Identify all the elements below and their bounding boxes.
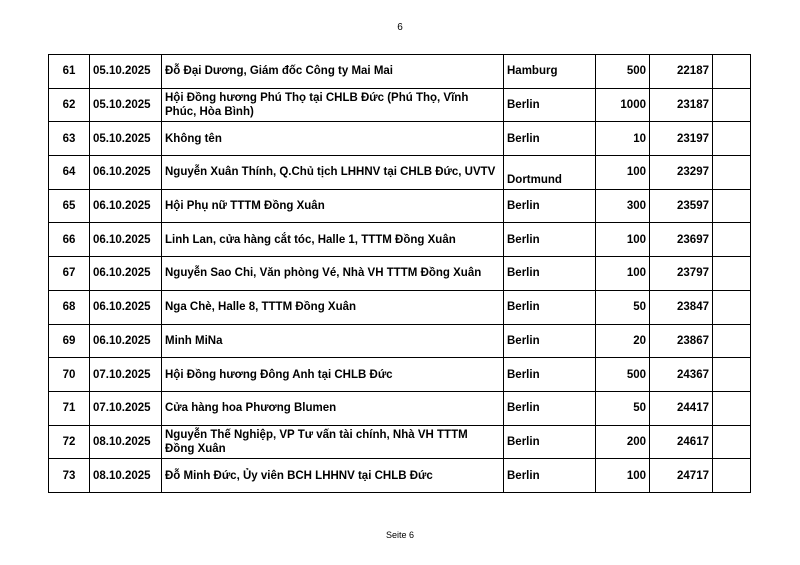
row-city: Berlin bbox=[504, 223, 596, 257]
row-number: 63 bbox=[49, 122, 90, 156]
row-date: 08.10.2025 bbox=[90, 459, 162, 493]
row-city: Berlin bbox=[504, 324, 596, 358]
row-empty-cell bbox=[713, 223, 751, 257]
table-row bbox=[49, 88, 751, 122]
row-date: 05.10.2025 bbox=[90, 122, 162, 156]
row-city: Berlin bbox=[504, 257, 596, 291]
row-number: 71 bbox=[49, 391, 90, 425]
row-empty-cell bbox=[713, 324, 751, 358]
row-empty-cell bbox=[713, 156, 751, 190]
row-running-total: 24717 bbox=[650, 459, 713, 493]
row-empty-cell bbox=[713, 257, 751, 291]
row-donor-name: Cửa hàng hoa Phương Blumen bbox=[162, 391, 504, 425]
row-empty-cell bbox=[713, 55, 751, 89]
row-amount: 10 bbox=[596, 122, 650, 156]
row-donor-name: Đỗ Minh Đức, Ủy viên BCH LHHNV tại CHLB Đức bbox=[162, 459, 504, 493]
row-city: Berlin bbox=[504, 358, 596, 392]
row-amount: 20 bbox=[596, 324, 650, 358]
row-city: Berlin bbox=[504, 425, 596, 459]
table-row bbox=[49, 55, 751, 89]
row-amount: 50 bbox=[596, 290, 650, 324]
row-number: 72 bbox=[49, 425, 90, 459]
row-date: 06.10.2025 bbox=[90, 324, 162, 358]
row-date: 07.10.2025 bbox=[90, 358, 162, 392]
row-donor-name: Hội Đồng hương Đông Anh tại CHLB Đức bbox=[162, 358, 504, 392]
page-footer: Seite 6 bbox=[385, 530, 415, 540]
row-empty-cell bbox=[713, 425, 751, 459]
donation-table bbox=[48, 54, 751, 493]
row-amount: 100 bbox=[596, 459, 650, 493]
row-date: 06.10.2025 bbox=[90, 156, 162, 190]
row-city: Dortmund bbox=[504, 156, 596, 190]
table-row bbox=[49, 358, 751, 392]
row-running-total: 23847 bbox=[650, 290, 713, 324]
row-amount: 1000 bbox=[596, 88, 650, 122]
row-city: Berlin bbox=[504, 459, 596, 493]
row-running-total: 23797 bbox=[650, 257, 713, 291]
row-number: 69 bbox=[49, 324, 90, 358]
row-city: Berlin bbox=[504, 391, 596, 425]
row-empty-cell bbox=[713, 459, 751, 493]
table-row bbox=[49, 391, 751, 425]
row-number: 73 bbox=[49, 459, 90, 493]
table-row bbox=[49, 459, 751, 493]
row-donor-name: Nguyễn Sao Chi, Văn phòng Vé, Nhà VH TTTM Đồng Xuân bbox=[162, 257, 504, 291]
row-city: Berlin bbox=[504, 290, 596, 324]
row-running-total: 23697 bbox=[650, 223, 713, 257]
row-running-total: 23867 bbox=[650, 324, 713, 358]
row-amount: 500 bbox=[596, 55, 650, 89]
row-donor-name: Nga Chè, Halle 8, TTTM Đồng Xuân bbox=[162, 290, 504, 324]
page-number: 6 bbox=[397, 22, 403, 33]
row-donor-name: Nguyễn Xuân Thính, Q.Chủ tịch LHHNV tại CHLB Đức, UVTV bbox=[162, 156, 504, 190]
row-running-total: 23297 bbox=[650, 156, 713, 190]
row-donor-name: Không tên bbox=[162, 122, 504, 156]
row-date: 06.10.2025 bbox=[90, 189, 162, 223]
row-amount: 100 bbox=[596, 257, 650, 291]
row-donor-name: Hội Đồng hương Phú Thọ tại CHLB Đức (Phú Thọ, Vĩnh Phúc, Hòa Bình) bbox=[162, 88, 504, 122]
row-number: 66 bbox=[49, 223, 90, 257]
row-city: Berlin bbox=[504, 88, 596, 122]
row-amount: 200 bbox=[596, 425, 650, 459]
row-number: 64 bbox=[49, 156, 90, 190]
table-row bbox=[49, 189, 751, 223]
row-running-total: 24367 bbox=[650, 358, 713, 392]
row-empty-cell bbox=[713, 122, 751, 156]
row-empty-cell bbox=[713, 391, 751, 425]
row-number: 67 bbox=[49, 257, 90, 291]
row-running-total: 23187 bbox=[650, 88, 713, 122]
row-amount: 500 bbox=[596, 358, 650, 392]
row-number: 70 bbox=[49, 358, 90, 392]
row-date: 06.10.2025 bbox=[90, 257, 162, 291]
table-row bbox=[49, 324, 751, 358]
row-number: 65 bbox=[49, 189, 90, 223]
row-date: 06.10.2025 bbox=[90, 290, 162, 324]
row-date: 08.10.2025 bbox=[90, 425, 162, 459]
row-running-total: 23197 bbox=[650, 122, 713, 156]
row-empty-cell bbox=[713, 358, 751, 392]
row-amount: 50 bbox=[596, 391, 650, 425]
row-amount: 300 bbox=[596, 189, 650, 223]
table-row bbox=[49, 425, 751, 459]
row-donor-name: Đỗ Đại Dương, Giám đốc Công ty Mai Mai bbox=[162, 55, 504, 89]
row-date: 05.10.2025 bbox=[90, 55, 162, 89]
row-empty-cell bbox=[713, 290, 751, 324]
table-row bbox=[49, 156, 751, 190]
row-running-total: 23597 bbox=[650, 189, 713, 223]
row-running-total: 24617 bbox=[650, 425, 713, 459]
row-date: 06.10.2025 bbox=[90, 223, 162, 257]
row-running-total: 22187 bbox=[650, 55, 713, 89]
table-row bbox=[49, 290, 751, 324]
row-number: 62 bbox=[49, 88, 90, 122]
row-date: 05.10.2025 bbox=[90, 88, 162, 122]
table-row bbox=[49, 257, 751, 291]
row-date: 07.10.2025 bbox=[90, 391, 162, 425]
row-donor-name: Hội Phụ nữ TTTM Đồng Xuân bbox=[162, 189, 504, 223]
row-number: 61 bbox=[49, 55, 90, 89]
row-number: 68 bbox=[49, 290, 90, 324]
row-empty-cell bbox=[713, 189, 751, 223]
row-donor-name: Nguyễn Thế Nghiệp, VP Tư vấn tài chính, Nhà VH TTTM Đồng Xuân bbox=[162, 425, 504, 459]
row-amount: 100 bbox=[596, 156, 650, 190]
row-city: Berlin bbox=[504, 189, 596, 223]
row-city: Hamburg bbox=[504, 55, 596, 89]
row-donor-name: Linh Lan, cửa hàng cắt tóc, Halle 1, TTTM Đồng Xuân bbox=[162, 223, 504, 257]
row-running-total: 24417 bbox=[650, 391, 713, 425]
row-donor-name: Minh MiNa bbox=[162, 324, 504, 358]
table-row bbox=[49, 223, 751, 257]
row-empty-cell bbox=[713, 88, 751, 122]
row-city: Berlin bbox=[504, 122, 596, 156]
row-amount: 100 bbox=[596, 223, 650, 257]
table-row bbox=[49, 122, 751, 156]
